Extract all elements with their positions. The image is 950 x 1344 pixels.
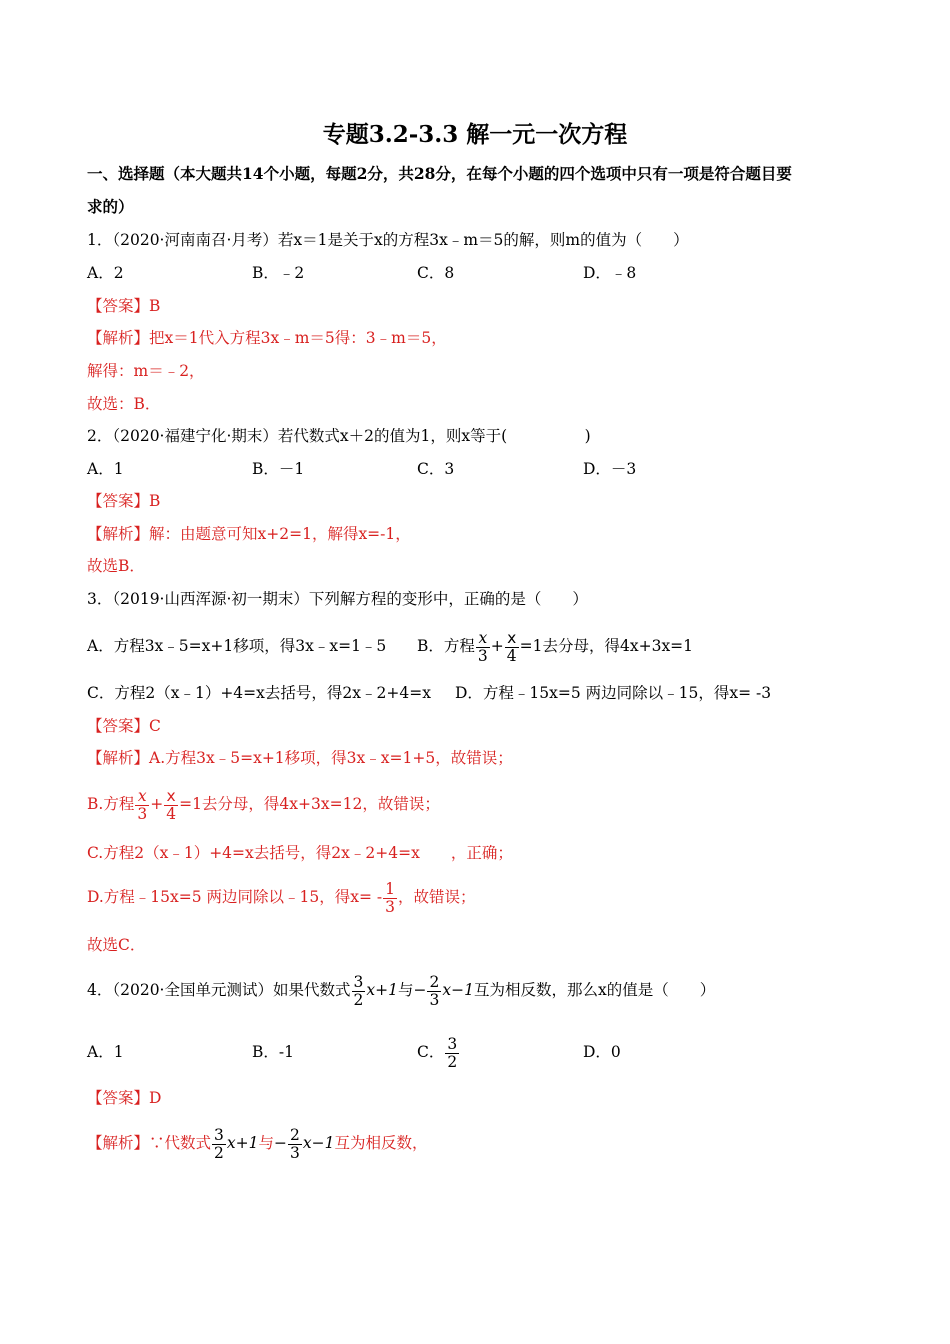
- numerator: 3: [353, 972, 364, 991]
- q3-analysis-c: C.方程2（x﹣1）+4=x去括号，得2x﹣2+4=x ，正确；: [87, 844, 513, 862]
- q2-analysis-1: 【解析】解：由题意可知x+2=1，解得x=-1，: [87, 525, 411, 543]
- q1-option-a: A．2: [87, 264, 124, 282]
- plus-sign: +: [150, 795, 164, 813]
- q3-option-a: A．方程3x﹣5=x+1移项，得3x﹣x=1﹣5: [87, 637, 387, 655]
- fraction-2-over-3: [427, 974, 441, 1009]
- q3-analysis-d: [87, 875, 476, 919]
- q1-option-c: C．8: [417, 264, 455, 282]
- fraction-x-over-4: [505, 630, 519, 665]
- fraction-x-over-4: [164, 788, 178, 823]
- numerator: x: [478, 628, 488, 647]
- q4-answer: 【答案】D: [87, 1089, 162, 1107]
- numerator: x: [137, 786, 147, 805]
- q3-analysis-b-suffix: =1去分母，得4x+3x=12，故错误；: [179, 795, 440, 813]
- q4-option-b: B．-1: [252, 1043, 294, 1061]
- q3-analysis-final: 故选C．: [87, 936, 146, 954]
- q2-option-a: A．1: [87, 460, 124, 478]
- fraction-3-over-2: [352, 974, 366, 1009]
- q4-option-c: [417, 1026, 460, 1078]
- q3-analysis-b-prefix: B.方程: [87, 795, 135, 813]
- page-title: 专题3.2-3.3 解一元一次方程: [322, 121, 628, 148]
- q4-stem-suffix: 互为相反数，那么x的值是（ ）: [473, 981, 716, 999]
- term-x-plus-1: x+1: [226, 1134, 259, 1152]
- denominator: 2: [214, 1143, 224, 1162]
- fraction-3-over-2: [445, 1036, 459, 1071]
- term-x-minus-1: x−1: [302, 1134, 335, 1152]
- denominator: 2: [447, 1052, 458, 1071]
- denominator: 3: [290, 1143, 300, 1162]
- q2-option-d: D．－3: [583, 460, 637, 478]
- minus-sign: −: [274, 1134, 287, 1152]
- q4-analysis-and: 与: [258, 1134, 274, 1152]
- q3-analysis-d-suffix: ，故错误；: [398, 888, 476, 906]
- q4-stem: [87, 966, 715, 1014]
- q2-option-b: B．－1: [252, 460, 305, 478]
- q3-option-b-prefix: B．方程: [417, 637, 475, 655]
- q3-analysis-d-prefix: D.方程﹣15x=5 两边同除以﹣15，得x= -: [87, 888, 383, 906]
- term-x-plus-1: x+1: [366, 981, 398, 999]
- q3-option-c: C．方程2（x﹣1）+4=x去括号，得2x﹣2+4=x: [87, 684, 431, 702]
- q3-analysis-b: [87, 780, 440, 828]
- q1-analysis-1: 【解析】把x＝1代入方程3x﹣m＝5得：3﹣m＝5，: [87, 329, 447, 347]
- denominator: 4: [506, 646, 517, 665]
- fraction-x-over-3: [135, 788, 149, 823]
- q4-analysis-suffix: 互为相反数，: [334, 1134, 428, 1152]
- q1-analysis-2: 解得：m＝﹣2，: [87, 362, 205, 380]
- numerator: 2: [429, 972, 440, 991]
- q3-option-b-suffix: =1去分母，得4x+3x=1: [519, 637, 694, 655]
- denominator: 3: [477, 646, 488, 665]
- q1-option-d: D．﹣8: [583, 264, 637, 282]
- q1-analysis-3: 故选：B．: [87, 395, 161, 413]
- denominator: 4: [166, 804, 177, 823]
- numerator: 2: [290, 1125, 300, 1144]
- denominator: 2: [353, 990, 364, 1009]
- q3-analysis-a: 【解析】A.方程3x﹣5=x+1移项，得3x﹣x=1+5，故错误；: [87, 749, 513, 767]
- fraction-3-over-2: [212, 1127, 226, 1162]
- q4-analysis-prefix: 【解析】∵代数式: [87, 1134, 212, 1152]
- q4-option-c-label: C．: [417, 1043, 445, 1061]
- section-heading-line1: 一、选择题（本大题共14个小题，每题2分，共28分，在每个小题的四个选项中只有一项是符合题目要: [87, 164, 792, 183]
- numerator: 3: [447, 1034, 458, 1053]
- q2-analysis-2: 故选B．: [87, 557, 145, 575]
- fraction-x-over-3: [476, 630, 490, 665]
- q2-option-c: C．3: [417, 460, 455, 478]
- denominator: 3: [137, 804, 148, 823]
- q4-stem-and: 与: [397, 981, 414, 999]
- numerator: 3: [214, 1125, 224, 1144]
- q1-stem: 1．（2020·河南南召·月考）若x＝1是关于x的方程3x﹣m＝5的解，则m的值为（ ）: [87, 231, 689, 249]
- q4-option-a: A．1: [87, 1043, 124, 1061]
- q3-option-d: D．方程﹣15x=5 两边同除以﹣15，得x= -3: [455, 684, 772, 702]
- section-heading-line2: 求的）: [87, 197, 134, 216]
- numerator: x: [166, 786, 176, 805]
- q3-option-b: [417, 620, 693, 672]
- q2-answer: 【答案】B: [87, 492, 161, 510]
- q4-analysis: [87, 1119, 427, 1167]
- q4-stem-prefix: 4．（2020·全国单元测试）如果代数式: [87, 981, 351, 999]
- q2-stem: 2．（2020·福建宁化·期末）若代数式x＋2的值为1，则x等于( ): [87, 427, 591, 445]
- q4-option-d: D．0: [583, 1043, 621, 1061]
- plus-sign: +: [490, 637, 504, 655]
- q1-answer: 【答案】B: [87, 297, 161, 315]
- numerator: 1: [385, 879, 396, 898]
- denominator: 3: [429, 990, 440, 1009]
- q3-answer: 【答案】C: [87, 717, 161, 735]
- denominator: 3: [385, 897, 396, 916]
- fraction-2-over-3: [288, 1127, 302, 1162]
- term-x-minus-1: x−1: [442, 981, 474, 999]
- minus-sign: −: [413, 981, 427, 999]
- fraction-1-over-3: [383, 881, 397, 916]
- q3-stem: 3．（2019·山西浑源·初一期末）下列解方程的变形中，正确的是（ ）: [87, 590, 588, 608]
- q1-option-b: B．﹣2: [252, 264, 305, 282]
- numerator: x: [507, 628, 517, 647]
